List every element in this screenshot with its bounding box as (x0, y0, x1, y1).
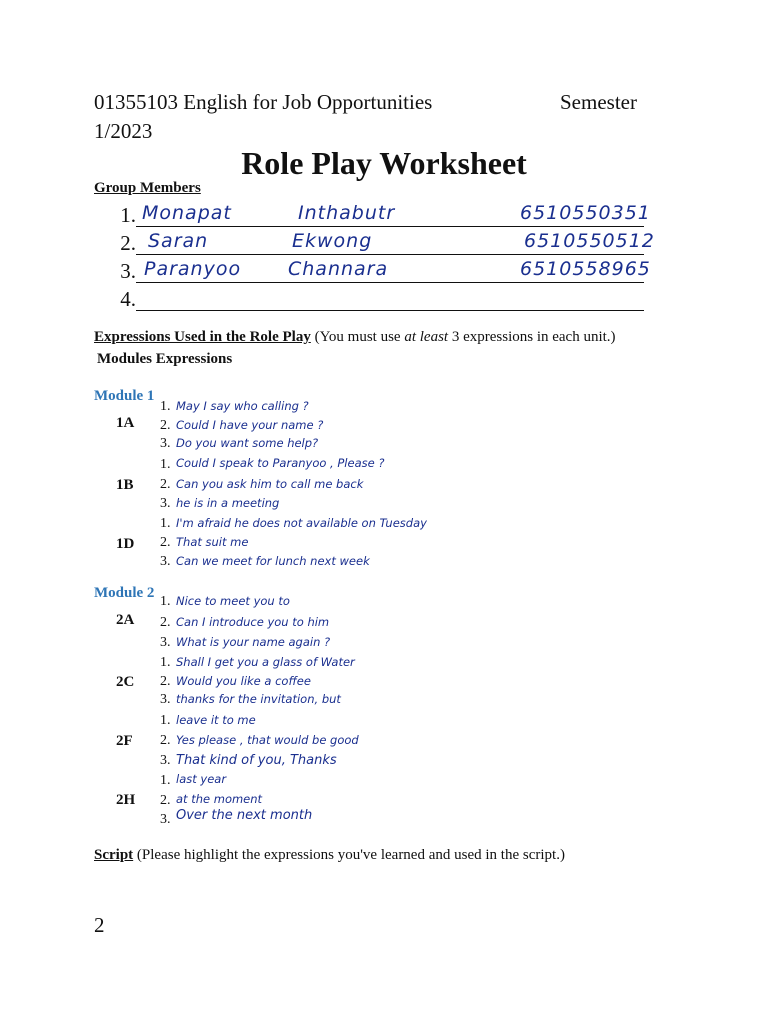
item-number: 1. (160, 457, 171, 472)
member-number: 4. (120, 287, 136, 311)
item-number: 2. (160, 674, 171, 689)
unit-1d-label: 1D (116, 536, 135, 552)
member-row (112, 287, 644, 315)
unit-2a-label: 2A (116, 612, 135, 628)
expression-text: Over the next month (176, 808, 313, 823)
script-instruction: Script (Please highlight the expressions you've learned and used in the script.) (94, 847, 565, 863)
member-number: 2. (120, 231, 136, 255)
item-number: 2. (160, 793, 171, 808)
expression-text: at the moment (176, 792, 263, 806)
course-title: 01355103 English for Job Opportunities (94, 90, 433, 114)
item-number: 3. (160, 436, 171, 451)
expression-text: Could I have your name ? (176, 418, 324, 432)
module-1-label: Module 1 (94, 388, 155, 404)
member-last-name: Channara (288, 258, 389, 280)
member-row (112, 230, 655, 259)
unit-1a-label: 1A (116, 415, 135, 431)
module-2-label: Module 2 (94, 585, 155, 601)
member-underline (136, 254, 644, 255)
expression-text: leave it to me (176, 713, 256, 727)
semester-label: Semester (560, 90, 637, 114)
unit-2f-label: 2F (116, 733, 133, 749)
expression-text: What is your name again ? (176, 635, 331, 649)
expression-text: Could I speak to Paranyoo , Please ? (176, 456, 385, 470)
member-underline (136, 282, 644, 283)
page-number: 2 (94, 913, 105, 937)
semester-year: 1/2023 (94, 119, 153, 143)
item-number: 3. (160, 692, 171, 707)
member-first-name: Saran (148, 230, 209, 252)
unit-2c-label: 2C (116, 674, 135, 690)
item-number: 1. (160, 773, 171, 788)
item-number: 1. (160, 713, 171, 728)
expression-text: he is in a meeting (176, 496, 280, 510)
item-number: 3. (160, 812, 171, 827)
expression-text: Do you want some help? (176, 436, 319, 450)
item-number: 2. (160, 733, 171, 748)
item-number: 1. (160, 399, 171, 414)
expression-text: Shall I get you a glass of Water (176, 655, 355, 669)
member-row (112, 258, 651, 287)
item-number: 1. (160, 594, 171, 609)
member-student-id: 6510550351 (520, 202, 651, 224)
item-number: 2. (160, 418, 171, 433)
member-number: 1. (120, 203, 136, 227)
member-student-id: 6510550512 (524, 230, 655, 252)
expression-text: Can we meet for lunch next week (176, 554, 370, 568)
expression-text: Nice to meet you to (176, 594, 290, 608)
group-members-label: Group Members (94, 180, 201, 196)
expression-text: I'm afraid he does not available on Tuesday (176, 516, 427, 530)
member-first-name: Paranyoo (144, 258, 242, 280)
item-number: 1. (160, 516, 171, 531)
member-first-name: Monapat (142, 202, 232, 224)
expression-text: last year (176, 772, 227, 786)
expression-text: Would you like a coffee (176, 674, 311, 688)
member-last-name: Ekwong (292, 230, 373, 252)
item-number: 2. (160, 477, 171, 492)
member-number: 3. (120, 259, 136, 283)
expression-text: Can you ask him to call me back (176, 477, 364, 491)
member-student-id: 6510558965 (520, 258, 651, 280)
expressions-heading: Expressions Used in the Role Play (You must use at least 3 expressions in each unit.) (94, 329, 616, 345)
member-underline (136, 226, 644, 227)
expression-text: May I say who calling ? (176, 399, 309, 413)
expression-text: Can I introduce you to him (176, 615, 330, 629)
item-number: 3. (160, 753, 171, 768)
expression-text: Yes please , that would be good (176, 733, 359, 747)
item-number: 3. (160, 496, 171, 511)
unit-2h-label: 2H (116, 792, 136, 808)
modules-expressions-label: Modules Expressions (97, 351, 233, 367)
member-last-name: Inthabutr (298, 202, 396, 224)
page-title: Role Play Worksheet (241, 145, 527, 181)
item-number: 2. (160, 615, 171, 630)
item-number: 3. (160, 554, 171, 569)
item-number: 1. (160, 655, 171, 670)
expression-text: That kind of you, Thanks (176, 753, 337, 768)
member-row (112, 202, 651, 231)
member-underline (136, 310, 644, 311)
item-number: 3. (160, 635, 171, 650)
expression-text: thanks for the invitation, but (176, 692, 341, 706)
unit-1b-label: 1B (116, 477, 134, 493)
expression-text: That suit me (176, 535, 249, 549)
item-number: 2. (160, 535, 171, 550)
